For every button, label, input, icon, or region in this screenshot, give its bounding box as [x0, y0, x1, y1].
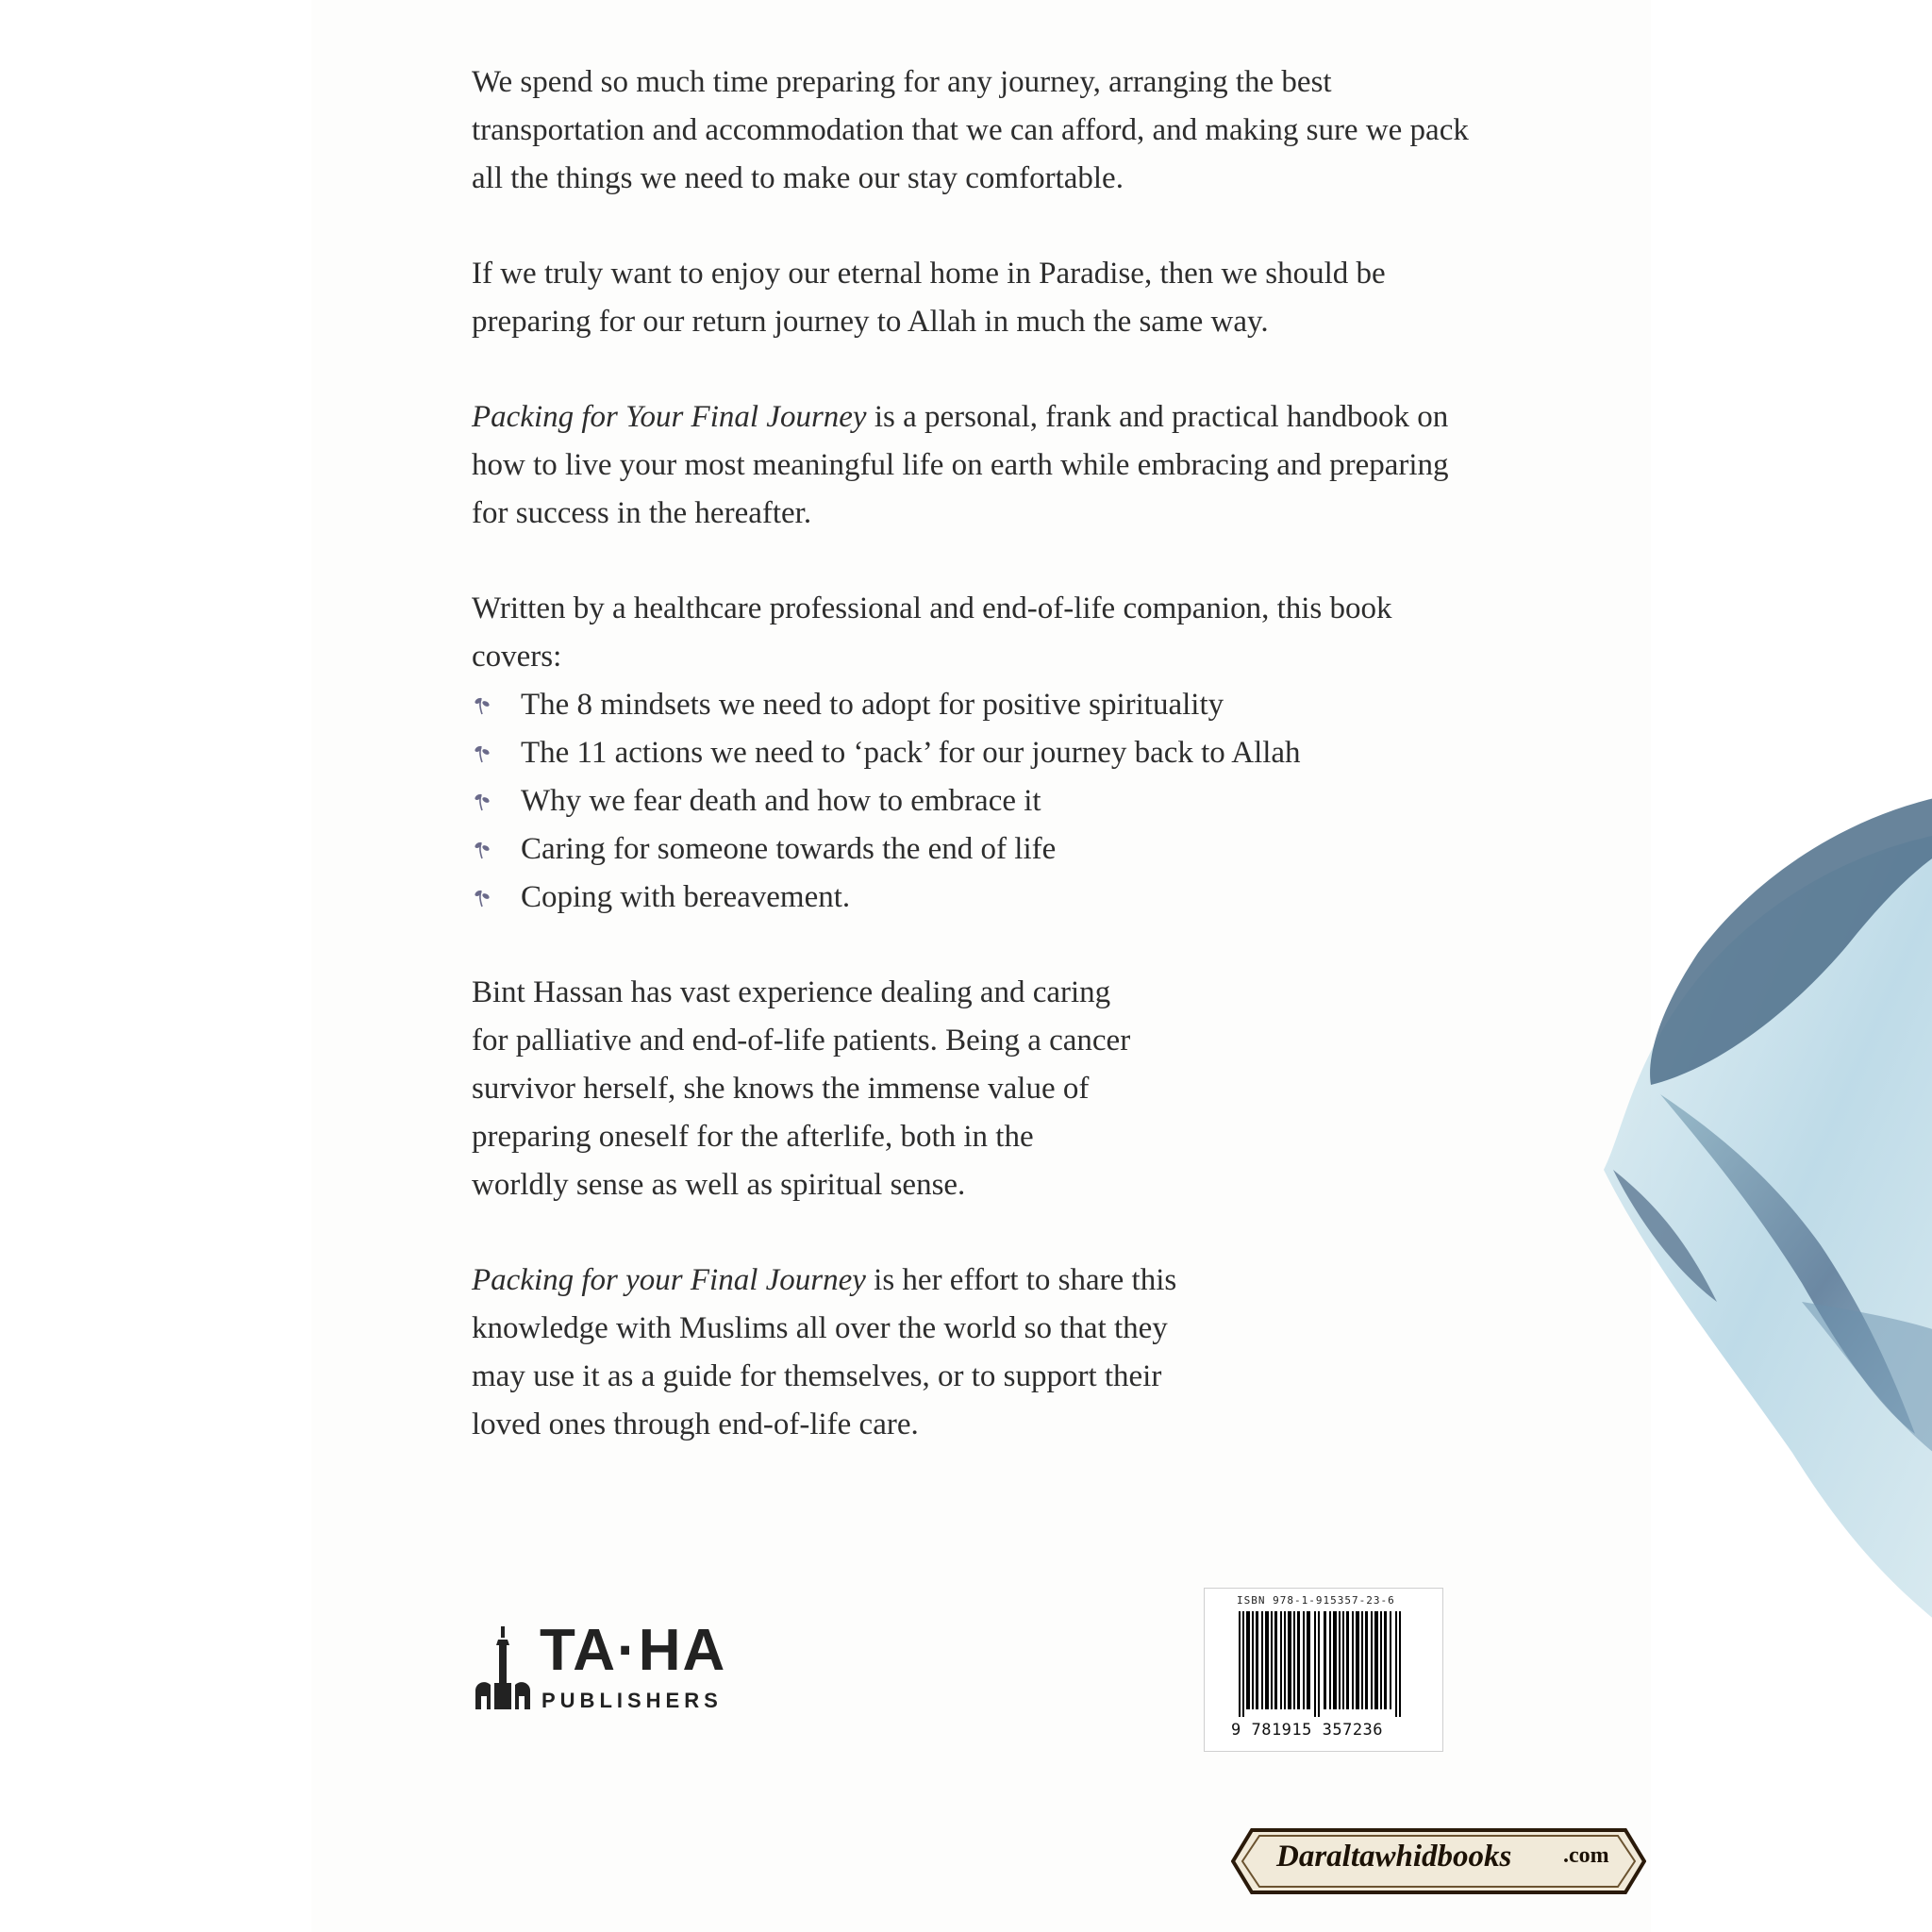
flower-bullet-icon	[472, 790, 492, 812]
isbn-label: ISBN 978-1-915357-23-6	[1237, 1594, 1395, 1607]
back-cover-blurb	[472, 58, 1472, 1496]
watermark-domain: .com	[1563, 1843, 1609, 1868]
isbn-digits: 9 781915 357236	[1231, 1721, 1384, 1740]
book-title-italic: Packing for your Final Journey	[472, 1263, 866, 1297]
flower-bullet-icon	[472, 838, 492, 860]
list-item: The 8 mindsets we need to adopt for positive spirituality	[472, 681, 1472, 729]
publisher-name: TA·HA	[540, 1618, 727, 1683]
book-title-italic: Packing for Your Final Journey	[472, 400, 867, 434]
blurb-paragraph-3	[472, 393, 1472, 538]
flower-bullet-icon	[472, 741, 492, 764]
blurb-paragraph-6	[472, 1257, 1217, 1449]
list-item: Coping with bereavement.	[472, 874, 1472, 922]
isbn-barcode	[1204, 1588, 1443, 1752]
minaret-icon	[472, 1624, 538, 1715]
topics-list	[472, 681, 1472, 922]
list-item: Caring for someone towards the end of life	[472, 825, 1472, 874]
barcode-bars	[1239, 1611, 1408, 1717]
covers-intro: Written by a healthcare professional and end-of-life companion, this book covers:	[472, 591, 1392, 674]
blurb-paragraph-4	[472, 585, 1472, 922]
flower-bullet-icon	[472, 886, 492, 908]
blurb-paragraph-3-text: is a personal, frank and practical handbook on how to live your most meaningful life on earth while embracing and preparing for success in the hereafter.	[472, 400, 1449, 530]
publisher-logo	[472, 1618, 755, 1715]
publisher-subtitle: PUBLISHERS	[541, 1689, 723, 1712]
store-watermark	[1231, 1826, 1646, 1896]
blurb-paragraph-2: If we truly want to enjoy our eternal home in Paradise, then we should be preparing for our return journey to Allah in much the same way.	[472, 257, 1386, 339]
list-item: The 11 actions we need to ‘pack’ for our journey back to Allah	[472, 729, 1472, 777]
blurb-paragraph-6-text: is her effort to share this knowledge with Muslims all over the world so that they may use it as a guide for themselves, or to support their loved ones through end-of-life care.	[472, 1263, 1177, 1441]
watermark-name: Daraltawhidbooks	[1276, 1840, 1512, 1874]
flower-bullet-icon	[472, 693, 492, 716]
list-item: Why we fear death and how to embrace it	[472, 777, 1472, 825]
author-bio: Bint Hassan has vast experience dealing and caring for palliative and end-of-life patients. Being a cancer survivor herself, she knows the immense value of preparing oneself for the afterlife, both in the worldly sense as well as spiritual sense.	[472, 975, 1131, 1202]
blurb-paragraph-1: We spend so much time preparing for any journey, arranging the best transportation and accommodation that we can afford, and making sure we pack all the things we need to make our stay comfortable.	[472, 65, 1469, 195]
watercolor-wave-illustration	[1443, 774, 1932, 1641]
